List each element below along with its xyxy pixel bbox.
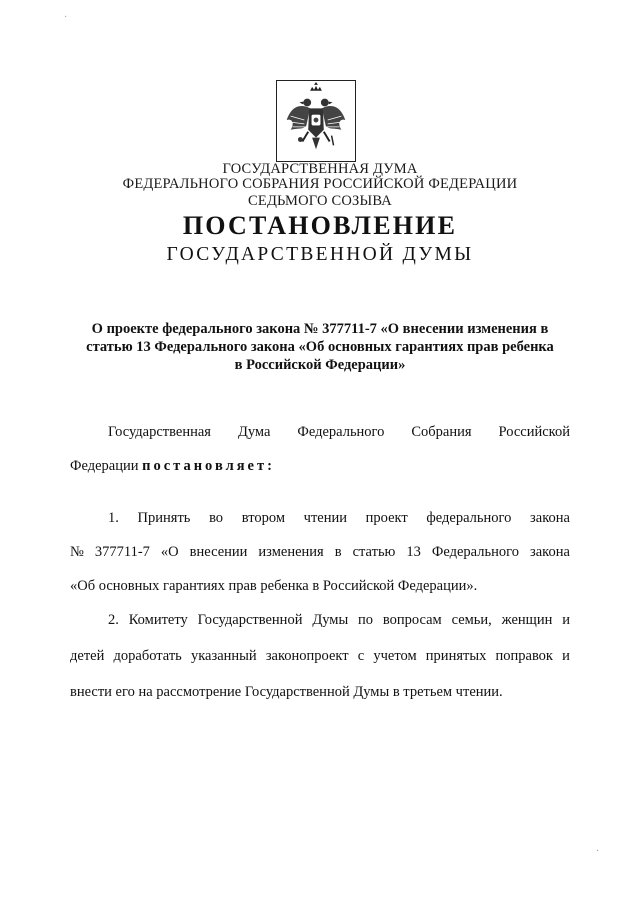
word: Российской — [498, 424, 570, 440]
word: женщин — [501, 612, 553, 628]
word: Федерального — [297, 424, 385, 440]
word: во — [209, 510, 224, 526]
word: закона — [529, 544, 570, 560]
word: статью — [352, 544, 396, 560]
word: 377711-7 — [94, 544, 150, 560]
intro-line-2 — [70, 458, 275, 475]
convocation-line: СЕДЬМОГО СОЗЫВА — [248, 193, 392, 209]
paragraph-1-line-2 — [70, 544, 570, 561]
word: принятых — [425, 648, 487, 664]
org-name-line: ГОСУДАРСТВЕННАЯ ДУМА — [222, 161, 418, 177]
scan-speck: · — [596, 846, 600, 857]
resolves-word: постановляет: — [142, 458, 275, 474]
word: поправок — [495, 648, 553, 664]
word: 2. — [108, 612, 119, 628]
resolution-heading-line: О проекте федерального закона № 377711-7 «О внесении изменения в — [91, 321, 549, 337]
paragraph-2-line-1 — [108, 612, 570, 629]
paragraph-1-line-1 — [108, 510, 570, 527]
word: 13 — [406, 544, 421, 560]
word: чтении — [303, 510, 348, 526]
word: Комитету — [128, 612, 188, 628]
document-subtitle: ГОСУДАРСТВЕННОЙ ДУМЫ — [166, 244, 474, 265]
word: семьи, — [451, 612, 492, 628]
scan-speck: · — [64, 12, 68, 23]
word: федерального — [426, 510, 512, 526]
org-name-line: ФЕДЕРАЛЬНОГО СОБРАНИЯ РОССИЙСКОЙ ФЕДЕРАЦИИ — [122, 176, 518, 192]
word: вопросам — [382, 612, 442, 628]
word: Думы — [312, 612, 349, 628]
word: в — [334, 544, 342, 560]
word: учетом — [373, 648, 417, 664]
word: Федерального — [431, 544, 519, 560]
word: Дума — [237, 424, 271, 440]
word: изменения — [258, 544, 324, 560]
word: доработать — [113, 648, 182, 664]
word: внесении — [189, 544, 248, 560]
word: закона — [530, 510, 570, 526]
word: 1. — [108, 510, 119, 526]
word: «О — [160, 544, 179, 560]
paragraph-2-line-3: внести его на рассмотрение Государственной Думы в третьем чтении. — [70, 684, 503, 700]
word: законопроект — [265, 648, 349, 664]
word: проект — [365, 510, 408, 526]
paragraph-1-line-3: «Об основных гарантиях прав ребенка в Российской Федерации». — [70, 578, 478, 594]
word: указанный — [190, 648, 257, 664]
word: втором — [241, 510, 285, 526]
word: и — [562, 612, 570, 628]
word: и — [562, 648, 570, 664]
word: Принять — [137, 510, 191, 526]
word: с — [357, 648, 365, 664]
double-headed-eagle-icon — [276, 80, 356, 162]
word: № — [70, 544, 84, 560]
resolution-heading-line: в Российской Федерации» — [234, 357, 406, 373]
word: по — [358, 612, 374, 628]
word: детей — [70, 648, 105, 664]
intro-line-1 — [108, 424, 570, 441]
paragraph-2-line-2 — [70, 648, 570, 665]
word: Государственной — [197, 612, 303, 628]
word: Государственная — [108, 424, 211, 440]
word: Собрания — [411, 424, 472, 440]
resolution-heading-line: статью 13 Федерального закона «Об основных гарантиях прав ребенка — [86, 339, 554, 355]
document-title: ПОСТАНОВЛЕНИЕ — [182, 211, 458, 240]
intro-text: Федерации — [70, 458, 143, 474]
